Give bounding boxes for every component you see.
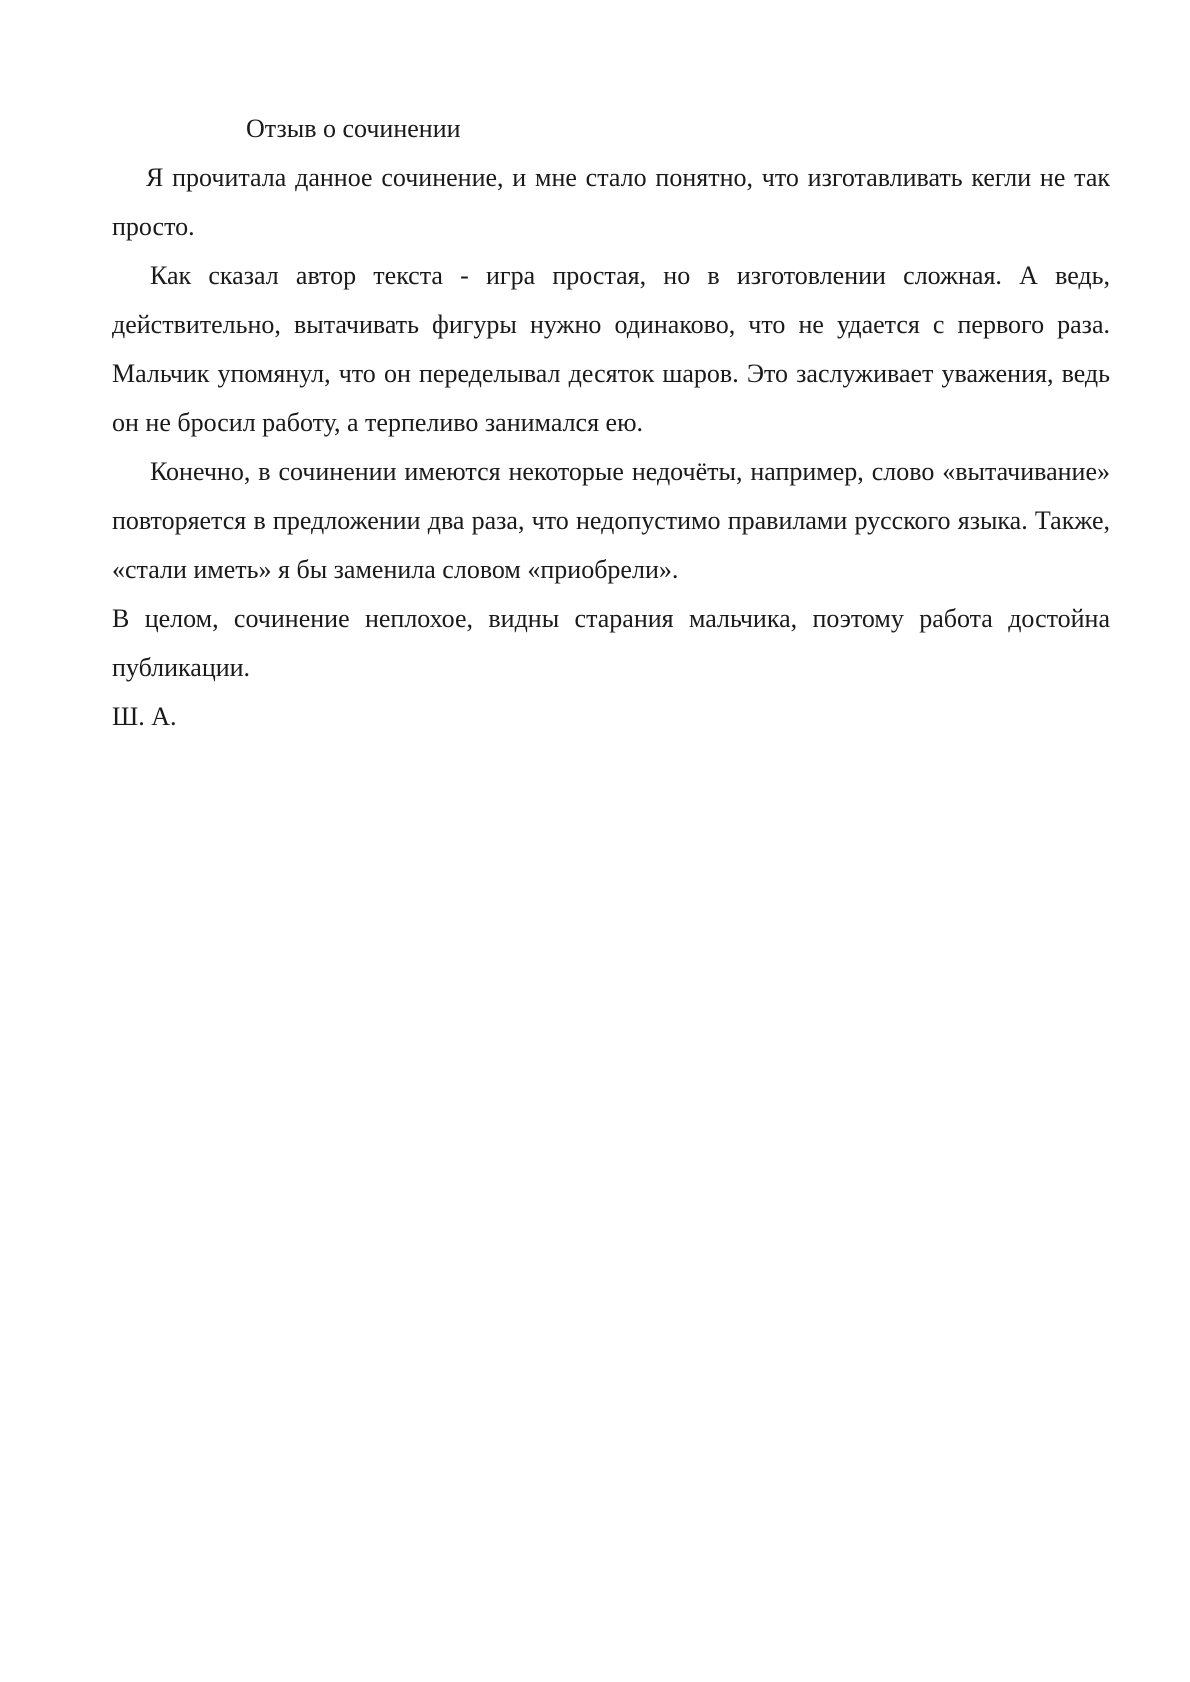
paragraph-intro: Я прочитала данное сочинение, и мне стало понятно, что изготавливать кегли не так просто. bbox=[112, 163, 1110, 241]
signature: Ш. А. bbox=[112, 702, 177, 731]
document-body bbox=[112, 104, 1110, 741]
paragraph-shortcomings: Конечно, в сочинении имеются некоторые недочёты, например, слово «вытачивание» повторяется в предложении два раза, что недопустимо правилами русского языка. Также, «стали иметь» я бы заменила словом «приобрели». bbox=[112, 457, 1110, 584]
document-title: Отзыв о сочинении bbox=[246, 114, 461, 143]
paragraph-author-opinion: Как сказал автор текста - игра простая, но в изготовлении сложная. А ведь, действительно, вытачивать фигуры нужно одинаково, что не удается с первого раза. Мальчик упомянул, что он переделывал десяток шаров. Это заслуживает уважения, ведь он не бросил работу, а терпеливо занимался ею. bbox=[112, 261, 1110, 437]
paragraph-conclusion: В целом, сочинение неплохое, видны старания мальчика, поэтому работа достойна публикации. bbox=[112, 604, 1110, 682]
